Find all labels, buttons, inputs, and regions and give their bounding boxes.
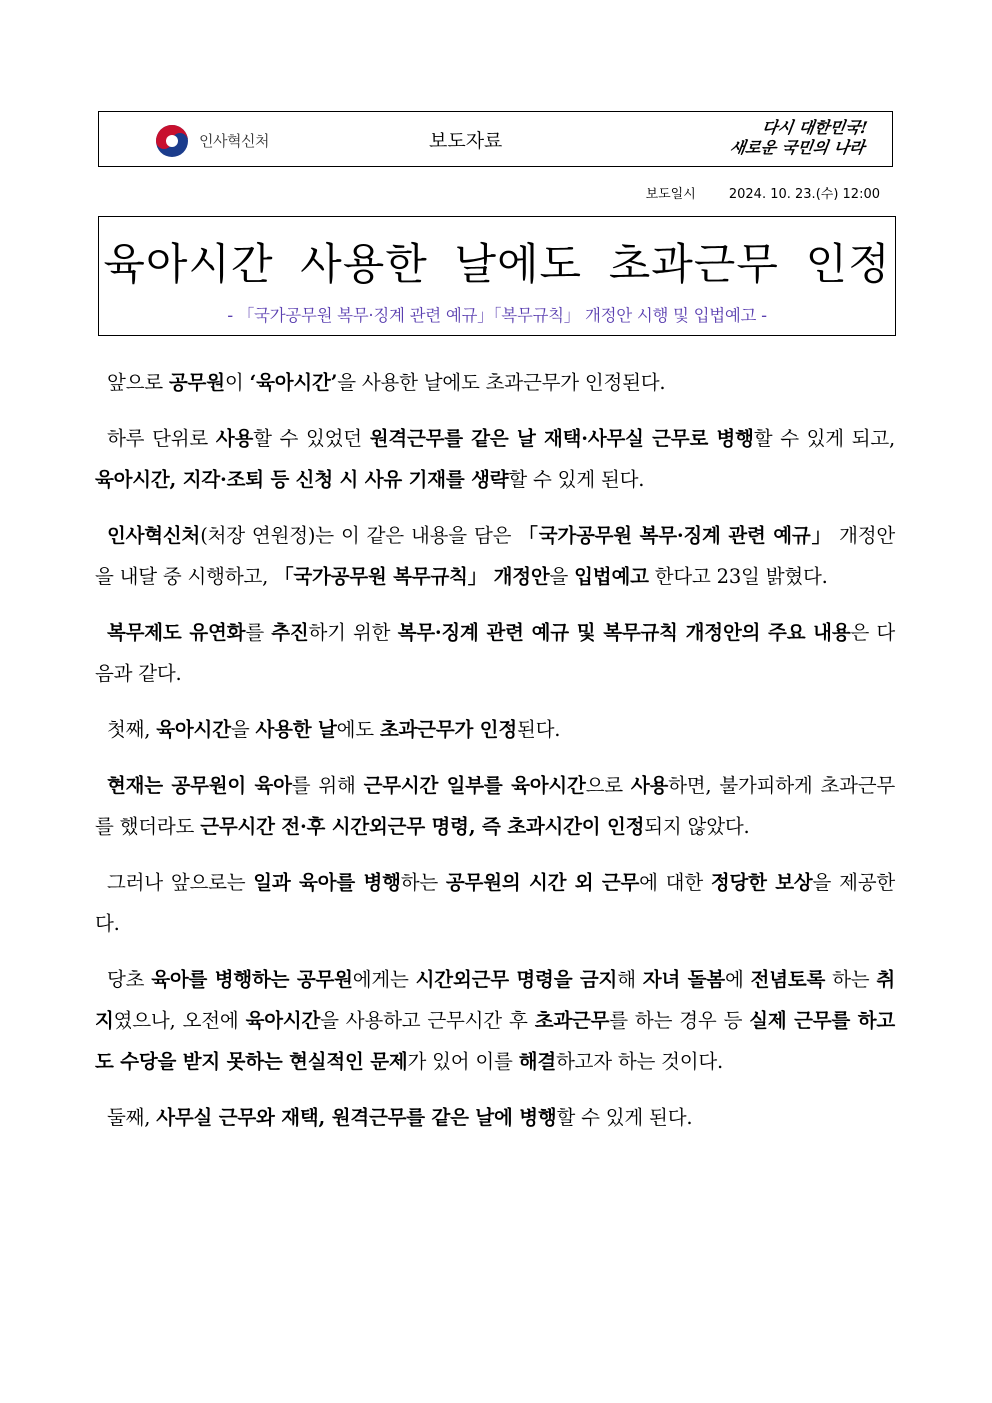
paragraph-text: 하고자 하는 것이다. xyxy=(555,1050,724,1073)
paragraph-text: 당초 xyxy=(107,968,152,991)
emphasized-text: 사용 xyxy=(630,774,669,797)
emphasized-text: 초과근무 xyxy=(534,1009,610,1032)
emphasized-text: 추진 xyxy=(271,621,309,644)
paragraph-text: 앞으로 xyxy=(107,371,169,394)
paragraph-text: 하면, 불가피하게 초과근무를 했더라도 xyxy=(95,774,895,838)
paragraph-text: 할 수 있게 된다. xyxy=(508,468,645,491)
paragraph-text: 을 사용한 날에도 초과근무가 인정된다. xyxy=(337,371,666,394)
emphasized-text: 육아시간 xyxy=(245,1009,321,1032)
emphasized-text: 육아를 병행하는 공무원 xyxy=(151,968,353,991)
emphasized-text: 취지 xyxy=(95,968,895,1032)
paragraph-text: 에게는 xyxy=(352,968,416,991)
emphasized-text: 일과 육아를 병행 xyxy=(253,871,401,894)
paragraph-text: 에 xyxy=(724,968,751,991)
emphasized-text: 원격근무를 같은 날 재택·사무실 근무로 병행 xyxy=(369,427,754,450)
paragraph-text: 를 xyxy=(245,621,272,644)
paragraph-text: 이 xyxy=(224,371,250,394)
government-taegeuk-logo xyxy=(155,124,189,158)
paragraph-text: 첫째, xyxy=(107,718,157,741)
emphasized-text: 자녀 돌봄 xyxy=(642,968,725,991)
release-datetime: 2024. 10. 23.(수) 12:00 xyxy=(728,187,880,202)
paragraph-text: 한다고 23일 밝혔다. xyxy=(648,565,828,588)
paragraph-text: 하기 위한 xyxy=(308,621,398,644)
emphasized-text: 공무원의 시간 외 근무 xyxy=(445,871,640,894)
emphasized-text: 「국가공무원 복무규칙」 개정안 xyxy=(274,565,550,588)
emphasized-text: 육아시간 xyxy=(156,718,231,741)
paragraph-text: 을 xyxy=(230,718,256,741)
paragraph-text: 하는 xyxy=(825,968,877,991)
emphasized-text: 육아시간, 지각·조퇴 등 신청 시 사유 기재를 생략 xyxy=(95,468,509,491)
paragraph-text: 가 있어 이를 xyxy=(407,1050,519,1073)
paragraph-text: 를 위해 xyxy=(291,774,364,797)
paragraph-text: 그러나 앞으로는 xyxy=(107,871,254,894)
slogan xyxy=(663,118,869,158)
paragraph-text: 에 대한 xyxy=(639,871,711,894)
emphasized-text: 입법예고 xyxy=(574,565,649,588)
emphasized-text: 「국가공무원 복무·징계 관련 예규」 xyxy=(518,524,832,547)
paragraph-text: 해 xyxy=(617,968,643,991)
paragraph-text: 으로 xyxy=(585,774,631,797)
paragraph-text: 을 제공한다. xyxy=(95,871,895,935)
paragraph-text: 하루 단위로 xyxy=(107,427,216,450)
paragraph-text: 하는 xyxy=(400,871,446,894)
emphasized-text: 시간외근무 명령을 금지 xyxy=(415,968,618,991)
paragraph-text: 둘째, xyxy=(107,1106,157,1129)
paragraph-text: 할 수 있었던 xyxy=(253,427,370,450)
emphasized-text: 공무원 xyxy=(168,371,225,394)
paragraph-text: 할 수 있게 되고, xyxy=(753,427,895,450)
emphasized-text: 실제 근무를 하고도 수당을 받지 못하는 현실적인 문제 xyxy=(95,1009,895,1073)
emphasized-text: 근무시간 일부를 육아시간 xyxy=(363,774,586,797)
emphasized-text: 해결 xyxy=(518,1050,556,1073)
release-date-line xyxy=(646,183,880,202)
headline: 육아시간 사용한 날에도 초과근무 인정 xyxy=(103,240,891,290)
body-paragraph xyxy=(95,515,895,597)
body-paragraph xyxy=(95,362,895,403)
slogan-line-1: 다시 대한민국! xyxy=(760,118,869,137)
paragraph-text: 되지 않았다. xyxy=(644,815,750,838)
body-paragraph xyxy=(95,862,895,944)
release-label: 보도일시 xyxy=(645,187,696,202)
emphasized-text: 근무시간 전·후 시간외근무 명령, 즉 초과시간이 인정 xyxy=(200,815,645,838)
body-paragraph xyxy=(95,765,895,847)
paragraph-text: 할 수 있게 된다. xyxy=(556,1106,693,1129)
article-body xyxy=(95,362,895,1153)
slogan-line-2: 새로운 국민의 나라 xyxy=(728,138,866,157)
paragraph-text: 를 하는 경우 등 xyxy=(609,1009,750,1032)
paragraph-text: 개정안을 내달 중 시행하고, xyxy=(95,524,895,588)
emphasized-text: 인사혁신처 xyxy=(107,524,201,547)
emphasized-text: 복무제도 유연화 xyxy=(107,621,246,644)
emphasized-text: 전념토록 xyxy=(750,968,826,991)
paragraph-text: 을 xyxy=(549,565,575,588)
emphasized-text: 사무실 근무와 재택, 원격근무를 같은 날에 병행 xyxy=(156,1106,557,1129)
emphasized-text: 현재는 공무원이 육아 xyxy=(107,774,292,797)
paragraph-text: 을 사용하고 근무시간 후 xyxy=(320,1009,535,1032)
ministry-name: 인사혁신처 xyxy=(199,132,269,150)
body-paragraph xyxy=(95,709,895,750)
paragraph-text: 은 다음과 같다. xyxy=(95,621,895,685)
body-paragraph xyxy=(95,418,895,500)
emphasized-text: 정당한 보상 xyxy=(710,871,813,894)
paragraph-text: (처장 연원정)는 이 같은 내용을 담은 xyxy=(200,524,519,547)
emphasized-text: 복무·징계 관련 예규 및 복무규칙 개정안의 주요 내용 xyxy=(397,621,851,644)
document-type: 보도자료 xyxy=(429,130,503,152)
header-box xyxy=(98,111,893,167)
body-paragraph xyxy=(95,612,895,694)
title-box xyxy=(98,216,896,336)
paragraph-text: 에도 xyxy=(336,718,380,741)
emphasized-text: 사용한 날 xyxy=(255,718,337,741)
emphasized-text: 사용 xyxy=(215,427,254,450)
paragraph-text: 였으나, 오전에 xyxy=(113,1009,246,1032)
emphasized-text: ‘육아시간’ xyxy=(249,371,338,394)
body-paragraph xyxy=(95,959,895,1082)
emphasized-text: 초과근무가 인정 xyxy=(379,718,517,741)
body-paragraph xyxy=(95,1097,895,1138)
paragraph-text: 된다. xyxy=(516,718,561,741)
subheadline: - 「국가공무원 복무·징계 관련 예규」「복무규칙」 개정안 시행 및 입법예고 - xyxy=(227,306,767,325)
